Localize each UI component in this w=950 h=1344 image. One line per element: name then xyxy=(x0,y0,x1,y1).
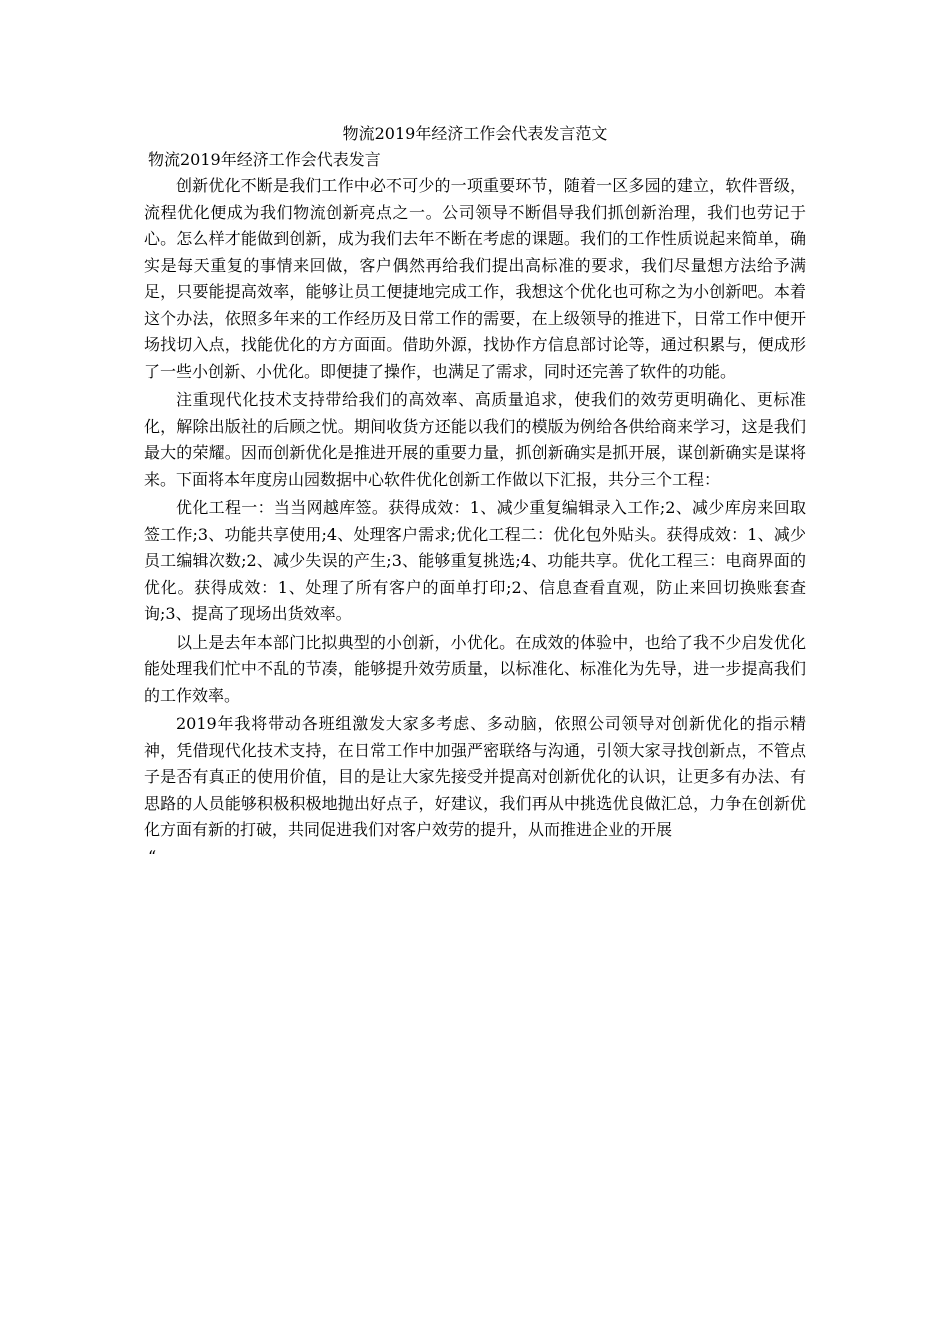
paragraph-2: 注重现代化技术支持带给我们的高效率、高质量追求，使我们的效劳更明确化、更标准化，解除出版社的后顾之忧。期间收货方还能以我们的模版为例给各供给商来学习，这是我们最大的荣耀。因而创新优化是推进开展的重要力量，抓创新确实是抓开展，谋创新确实是谋将来。下面将本年度房山园数据中心软件优化创新工作做以下汇报，共分三个工程： xyxy=(144,390,806,489)
paragraph-5: 2019年我将带动各班组激发大家多考虑、多动脑，依照公司领导对创新优化的指示精神，凭借现代化技术支持，在日常工作中加强严密联络与沟通，引领大家寻找创新点，不管点子是否有真正的使用价值，目的是让大家先接受并提高对创新优化的认识，让更多有办法、有思路的人员能够积极积极地抛出好点子，好建议，我们再从中挑选优良做汇总，力争在创新优化方面有新的打破，共同促进我们对客户效劳的提升，从而推进企业的开展 xyxy=(144,714,806,839)
document-subtitle: 物流2019年经济工作会代表发言 xyxy=(148,150,381,169)
paragraph-1: 创新优化不断是我们工作中必不可少的一项重要环节，随着一区多园的建立，软件晋级，流程优化便成为我们物流创新亮点之一。公司领导不断倡导我们抓创新治理，我们也劳记于心。怎么样才能做到创新，成为我们去年不断在考虑的课题。我们的工作性质说起来简单，确实是每天重复的事情来回做，客户偶然再给我们提出高标准的要求，我们尽量想方法给予满足，只要能提高效率，能够让员工便捷地完成工作，我想这个优化也可称之为小创新吧。本着这个办法，依照多年来的工作经历及日常工作的需要，在上级领导的推进下，日常工作中便开场找切入点，找能优化的方方面面。借助外源，找协作方信息部讨论等，通过积累与，便成形了一些小创新、小优化。即便捷了操作，也满足了需求，同时还完善了软件的功能。 xyxy=(144,176,806,381)
paragraph-3: 优化工程一：当当网越库签。获得成效：1、减少重复编辑录入工作;2、减少库房来回取签工作;3、功能共享使用;4、处理客户需求;优化工程二：优化包外贴头。获得成效：1、减少员工编辑次数;2、减少失误的产生;3、能够重复挑选;4、功能共享。优化工程三：电商界面的优化。获得成效：1、处理了所有客户的面单打印;2、信息查看直观，防止来回切换账套查询;3、提高了现场出货效率。 xyxy=(144,498,806,623)
trailing-quote-mark: “ xyxy=(148,846,157,866)
paragraph-4: 以上是去年本部门比拟典型的小创新，小优化。在成效的体验中，也给了我不少启发优化能处理我们忙中不乱的节凑，能够提升效劳质量，以标准化、标准化为先导，进一步提高我们的工作效率。 xyxy=(144,632,806,705)
document-body xyxy=(144,121,806,868)
document-title: 物流2019年经济工作会代表发言范文 xyxy=(342,124,608,143)
